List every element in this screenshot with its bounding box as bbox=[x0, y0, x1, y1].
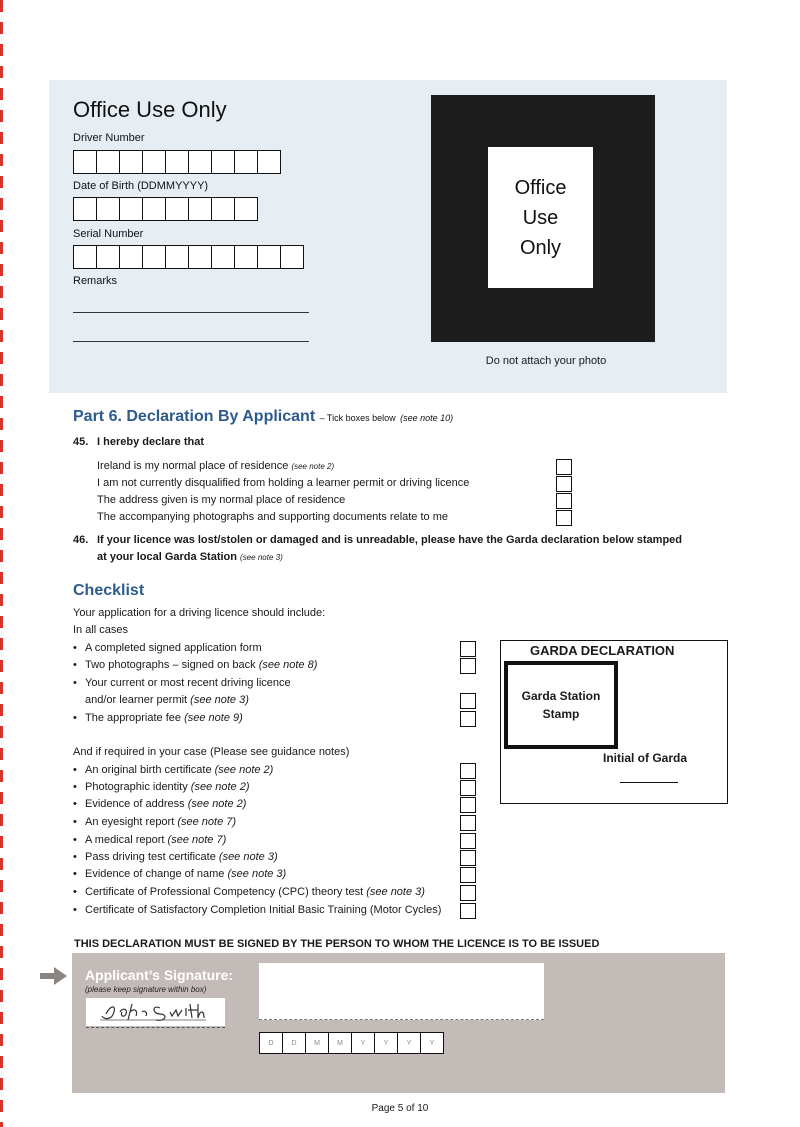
checklist-checkbox[interactable] bbox=[460, 850, 476, 866]
stamp-label-line: Garda Station bbox=[521, 689, 601, 703]
checklist-checkbox[interactable] bbox=[460, 641, 476, 657]
digit-box[interactable] bbox=[142, 197, 165, 221]
driver-number-boxes[interactable] bbox=[73, 150, 281, 173]
checklist-checkbox[interactable] bbox=[460, 711, 476, 727]
checklist-checkbox[interactable] bbox=[460, 903, 476, 919]
digit-box[interactable] bbox=[142, 150, 165, 174]
serial-number-label: Serial Number bbox=[73, 228, 144, 240]
driver-number-label: Driver Number bbox=[73, 132, 145, 144]
if-required-label: And if required in your case (Please see guidance notes) bbox=[73, 746, 350, 758]
checklist-title: Checklist bbox=[73, 582, 145, 599]
signature-heading: THIS DECLARATION MUST BE SIGNED BY THE PERSON TO WHOM THE LICENCE IS TO BE ISSUED bbox=[74, 938, 600, 950]
checklist-checkbox[interactable] bbox=[460, 797, 476, 813]
digit-box[interactable] bbox=[73, 197, 96, 221]
checklist-checkbox[interactable] bbox=[460, 780, 476, 796]
digit-box[interactable] bbox=[211, 197, 234, 221]
date-cell[interactable]: M bbox=[305, 1032, 328, 1054]
photo-placeholder-line: Use bbox=[522, 206, 559, 229]
digit-box[interactable] bbox=[188, 245, 211, 269]
part6-subtitle-note: (see note 10) bbox=[400, 413, 454, 423]
remarks-line[interactable] bbox=[73, 341, 309, 342]
date-cell[interactable]: Y bbox=[374, 1032, 397, 1054]
question-46-number: 46. bbox=[73, 534, 89, 546]
date-cell[interactable]: Y bbox=[420, 1032, 444, 1054]
checklist-checkbox[interactable] bbox=[460, 763, 476, 779]
digit-box[interactable] bbox=[188, 150, 211, 174]
question-46-text-line2: at your local Garda Station (see note 3) bbox=[97, 551, 283, 563]
checklist-item: • Evidence of change of name (see note 3) bbox=[73, 868, 286, 880]
digit-box[interactable] bbox=[211, 150, 234, 174]
checklist-item-continued: and/or learner permit (see note 3) bbox=[85, 694, 249, 706]
digit-box[interactable] bbox=[73, 245, 96, 269]
digit-box[interactable] bbox=[280, 245, 304, 269]
garda-initial-label: Initial of Garda bbox=[603, 751, 688, 765]
digit-box[interactable] bbox=[188, 197, 211, 221]
checklist-checkbox[interactable] bbox=[460, 693, 476, 709]
date-cell[interactable]: D bbox=[259, 1032, 282, 1054]
date-cell[interactable]: Y bbox=[351, 1032, 374, 1054]
signature-date-boxes[interactable] bbox=[259, 1032, 444, 1054]
sample-signature-line bbox=[86, 1027, 225, 1028]
remarks-label: Remarks bbox=[73, 275, 118, 287]
checklist-item: • Two photographs – signed on back (see note 8) bbox=[73, 659, 317, 671]
digit-box[interactable] bbox=[119, 150, 142, 174]
declaration-checkbox[interactable] bbox=[556, 493, 572, 509]
perforation-edge bbox=[0, 0, 3, 1127]
photo-caption: Do not attach your photo bbox=[485, 355, 607, 367]
digit-box[interactable] bbox=[165, 150, 188, 174]
signature-field[interactable] bbox=[259, 963, 544, 1020]
checklist-checkbox[interactable] bbox=[460, 815, 476, 831]
garda-initial-line bbox=[620, 782, 678, 783]
digit-box[interactable] bbox=[234, 150, 257, 174]
question-45-text: I hereby declare that bbox=[97, 436, 204, 448]
checklist-item: • A completed signed application form bbox=[73, 642, 262, 654]
checklist-checkbox[interactable] bbox=[460, 658, 476, 674]
checklist-checkbox[interactable] bbox=[460, 885, 476, 901]
checklist-item: • The appropriate fee (see note 9) bbox=[73, 712, 243, 724]
question-46-text: If your licence was lost/stolen or damaged and is unreadable, please have the Garda declaration below stamped bbox=[97, 534, 683, 546]
checklist-checkbox[interactable] bbox=[460, 867, 476, 883]
declaration-item: I am not currently disqualified from holding a learner permit or driving licence bbox=[97, 477, 470, 489]
declaration-item: The address given is my normal place of residence bbox=[97, 494, 346, 506]
dob-label: Date of Birth (DDMMYYYY) bbox=[73, 180, 209, 192]
digit-box[interactable] bbox=[257, 150, 281, 174]
checklist-item: • Certificate of Satisfactory Completion Initial Basic Training (Motor Cycles) bbox=[73, 904, 441, 916]
remarks-line[interactable] bbox=[73, 312, 309, 313]
question-45-number: 45. bbox=[73, 436, 89, 448]
checklist-item: • A medical report (see note 7) bbox=[73, 834, 226, 846]
digit-box[interactable] bbox=[257, 245, 280, 269]
checklist-checkbox[interactable] bbox=[460, 833, 476, 849]
photo-placeholder-line: Only bbox=[519, 236, 562, 259]
part6-subtitle: – Tick boxes below bbox=[319, 413, 396, 423]
applicant-signature-label: Applicant’s Signature: bbox=[85, 967, 234, 983]
digit-box[interactable] bbox=[73, 150, 96, 174]
declaration-checkbox[interactable] bbox=[556, 510, 572, 526]
checklist-item: • An original birth certificate (see note 2) bbox=[73, 764, 273, 776]
arrow-right-icon bbox=[40, 966, 68, 986]
dob-boxes[interactable] bbox=[73, 197, 258, 220]
garda-stamp-box bbox=[504, 661, 618, 749]
digit-box[interactable] bbox=[142, 245, 165, 269]
checklist-intro: Your application for a driving licence should include: bbox=[73, 607, 326, 619]
garda-declaration-title: GARDA DECLARATION bbox=[530, 643, 675, 658]
stamp-label-line: Stamp bbox=[542, 707, 580, 721]
digit-box[interactable] bbox=[119, 245, 142, 269]
digit-box[interactable] bbox=[234, 245, 257, 269]
date-cell[interactable]: M bbox=[328, 1032, 351, 1054]
checklist-item: • Photographic identity (see note 2) bbox=[73, 781, 250, 793]
part6-title-text: Part 6. Declaration By Applicant bbox=[73, 408, 316, 425]
checklist-item: • Evidence of address (see note 2) bbox=[73, 798, 246, 810]
date-cell[interactable]: D bbox=[282, 1032, 305, 1054]
digit-box[interactable] bbox=[211, 245, 234, 269]
date-cell[interactable]: Y bbox=[397, 1032, 420, 1054]
checklist-item: • Pass driving test certificate (see note 3) bbox=[73, 851, 278, 863]
checklist-item: • Certificate of Professional Competency (CPC) theory test (see note 3) bbox=[73, 886, 425, 898]
digit-box[interactable] bbox=[96, 245, 119, 269]
declaration-item: The accompanying photographs and supporting documents relate to me bbox=[97, 511, 448, 523]
part6-title bbox=[73, 408, 453, 426]
declaration-checkbox[interactable] bbox=[556, 459, 572, 475]
digit-box[interactable] bbox=[234, 197, 258, 221]
digit-box[interactable] bbox=[165, 245, 188, 269]
digit-box[interactable] bbox=[119, 197, 142, 221]
photo-placeholder-line: Office bbox=[514, 176, 567, 199]
page-number: Page 5 of 10 bbox=[371, 1103, 429, 1114]
declaration-item: Ireland is my normal place of residence (see note 2) bbox=[97, 460, 335, 472]
signature-note: (please keep signature within box) bbox=[85, 985, 207, 994]
digit-box[interactable] bbox=[96, 150, 119, 174]
digit-box[interactable] bbox=[165, 197, 188, 221]
all-cases-label: In all cases bbox=[73, 624, 129, 636]
declaration-checkbox[interactable] bbox=[556, 476, 572, 492]
checklist-item: • Your current or most recent driving licence bbox=[73, 677, 291, 689]
sample-signature-image bbox=[86, 998, 225, 1026]
digit-box[interactable] bbox=[96, 197, 119, 221]
office-use-title: Office Use Only bbox=[73, 97, 227, 122]
photo-placeholder bbox=[488, 147, 593, 288]
checklist-item: • An eyesight report (see note 7) bbox=[73, 816, 236, 828]
serial-number-boxes[interactable] bbox=[73, 245, 304, 268]
